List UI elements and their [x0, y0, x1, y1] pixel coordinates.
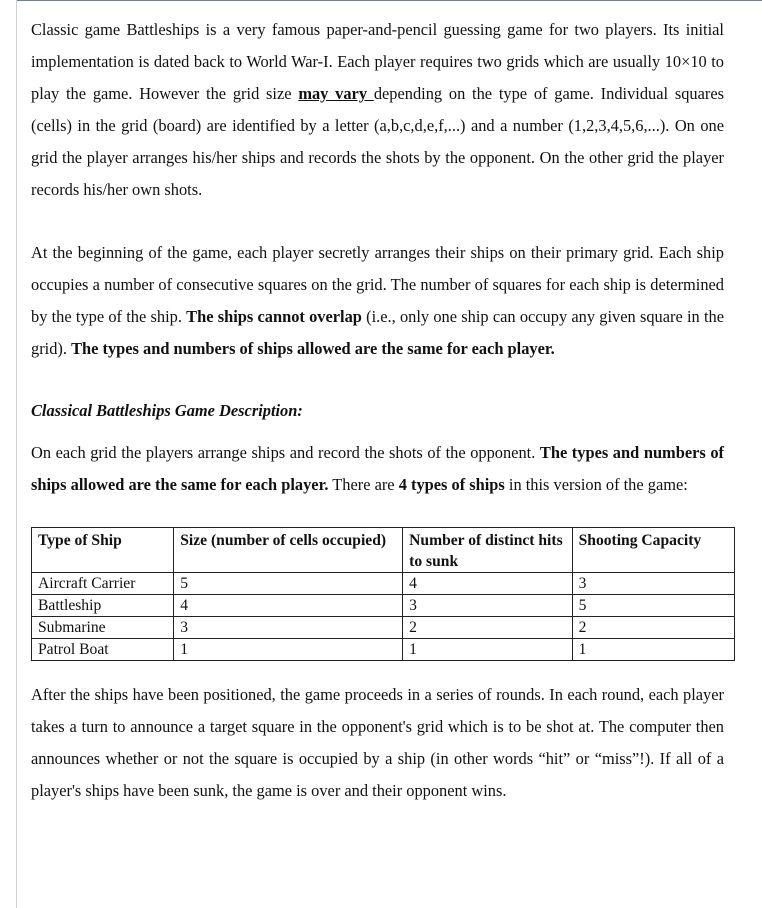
header-type: Type of Ship [32, 528, 174, 573]
table-row: Battleship 4 3 5 [32, 595, 735, 617]
ship-types-count: 4 types of ships [398, 475, 505, 494]
description-paragraph: On each grid the players arrange ships and record the shots of the opponent. The types and numbers of ships allowed are the same for each player. There are 4 types of ships in this version of the game: [31, 443, 724, 494]
ship-types-table [31, 527, 735, 661]
table-header-row [32, 528, 735, 573]
header-size: Size (number of cells occupied) [174, 528, 403, 573]
page-top-border [16, 0, 762, 1]
header-hits: Number of distinct hits to sunk [403, 528, 572, 573]
table-row: Aircraft Carrier 5 4 3 [32, 573, 735, 595]
may-vary-emphasis: may vary [298, 84, 374, 103]
intro-paragraph: Classic game Battleships is a very famous paper-and-pencil guessing game for two players. Its initial implementation is dated back to World War-I. Each player requires two grids which are usually 10×10 to play the game. However the grid size may vary depending on the type of game. Individual squares (cells) in the grid (board) are identified by a letter (a,b,c,d,e,f,...) and a number (1,2,3,4,5,6,...). On one grid the player arranges his/her ships and records the shots by the opponent. On the other grid the player records his/her own shots. [31, 20, 724, 199]
document-body [31, 14, 724, 807]
header-capacity: Shooting Capacity [572, 528, 734, 573]
same-ships-emphasis: The types and numbers of ships allowed are the same for each player. [71, 339, 555, 358]
table-row: Patrol Boat 1 1 1 [32, 639, 735, 661]
no-overlap-emphasis: The ships cannot overlap [186, 307, 362, 326]
rounds-paragraph: After the ships have been positioned, the game proceeds in a series of rounds. In each round, each player takes a turn to announce a target square in the opponent's grid which is to be shot at. The computer then announces whether or not the square is occupied by a ship (in other words “hit” or “miss”!). If all of a player's ships have been sunk, the game is over and their opponent wins. [31, 685, 724, 800]
setup-paragraph: At the beginning of the game, each player secretly arranges their ships on their primary grid. Each ship occupies a number of consecutive squares on the grid. The number of squares for each ship is determined by the type of the ship. The ships cannot overlap (i.e., only one ship can occupy any given square in the grid). The types and numbers of ships allowed are the same for each player. [31, 243, 724, 358]
page-left-border [16, 0, 17, 908]
section-heading: Classical Battleships Game Description: [31, 401, 303, 420]
table-row: Submarine 3 2 2 [32, 617, 735, 639]
